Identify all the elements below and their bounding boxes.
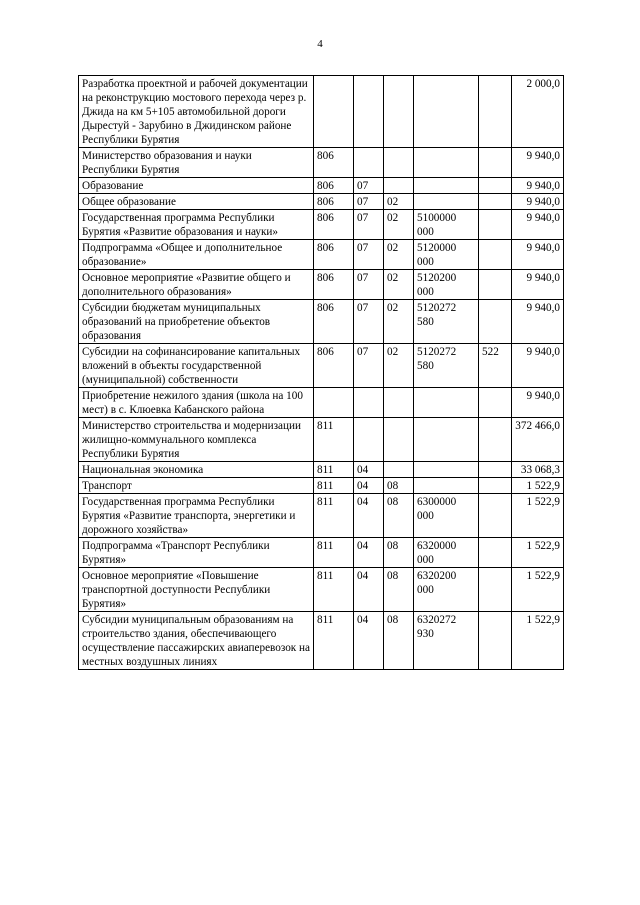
budget-table [78,75,564,670]
row-subsection-cell: 02 [384,270,414,300]
table-row [79,178,564,194]
row-expense-type-cell [479,76,512,148]
row-section-cell: 07 [354,344,384,388]
row-amount-cell: 1 522,9 [512,538,564,568]
row-expense-type-cell [479,240,512,270]
row-gr-code-cell: 806 [314,270,354,300]
row-expense-type-cell [479,300,512,344]
row-target-item-cell [414,388,479,418]
row-subsection-cell: 08 [384,494,414,538]
row-subsection-cell [384,418,414,462]
row-name-cell: Министерство строительства и модернизации жилищно-коммунального комплекса Республики Бурятия [79,418,314,462]
row-target-item-cell: 6300000 000 [414,494,479,538]
row-name-cell: Приобретение нежилого здания (школа на 100 мест) в с. Клюевка Кабанского района [79,388,314,418]
table-row [79,612,564,670]
row-name-cell: Образование [79,178,314,194]
table-row [79,210,564,240]
row-amount-cell: 1 522,9 [512,568,564,612]
row-gr-code-cell: 811 [314,462,354,478]
row-target-item-cell: 5120000 000 [414,240,479,270]
row-gr-code-cell [314,388,354,418]
table-row [79,494,564,538]
row-target-item-cell: 5120272 580 [414,300,479,344]
row-target-item-cell: 6320272 930 [414,612,479,670]
row-amount-cell: 9 940,0 [512,300,564,344]
row-section-cell [354,418,384,462]
row-target-item-cell [414,462,479,478]
row-gr-code-cell: 806 [314,344,354,388]
row-amount-cell: 9 940,0 [512,148,564,178]
row-target-item-cell: 5120272 580 [414,344,479,388]
row-section-cell: 04 [354,462,384,478]
row-amount-cell: 1 522,9 [512,494,564,538]
row-amount-cell: 9 940,0 [512,194,564,210]
row-amount-cell: 9 940,0 [512,240,564,270]
row-section-cell [354,148,384,178]
row-subsection-cell: 02 [384,300,414,344]
row-name-cell: Подпрограмма «Общее и дополнительное образование» [79,240,314,270]
row-gr-code-cell: 806 [314,240,354,270]
row-subsection-cell [384,148,414,178]
table-row [79,300,564,344]
row-expense-type-cell: 522 [479,344,512,388]
row-target-item-cell: 6320200 000 [414,568,479,612]
row-subsection-cell [384,76,414,148]
table-row [79,388,564,418]
table-row [79,538,564,568]
row-expense-type-cell [479,494,512,538]
row-subsection-cell: 08 [384,478,414,494]
row-gr-code-cell: 811 [314,418,354,462]
row-gr-code-cell: 811 [314,612,354,670]
row-gr-code-cell: 806 [314,194,354,210]
row-amount-cell: 9 940,0 [512,344,564,388]
row-expense-type-cell [479,462,512,478]
row-expense-type-cell [479,148,512,178]
table-row [79,344,564,388]
row-expense-type-cell [479,538,512,568]
row-name-cell: Транспорт [79,478,314,494]
row-subsection-cell: 08 [384,568,414,612]
row-gr-code-cell: 811 [314,478,354,494]
page-number: 4 [317,38,323,50]
row-target-item-cell [414,76,479,148]
row-expense-type-cell [479,270,512,300]
row-name-cell: Национальная экономика [79,462,314,478]
row-section-cell [354,388,384,418]
table-row [79,478,564,494]
row-expense-type-cell [479,388,512,418]
row-gr-code-cell: 806 [314,148,354,178]
row-section-cell [354,76,384,148]
row-gr-code-cell: 806 [314,210,354,240]
table-row [79,240,564,270]
row-subsection-cell [384,388,414,418]
row-target-item-cell [414,148,479,178]
row-section-cell: 07 [354,194,384,210]
row-amount-cell: 9 940,0 [512,270,564,300]
row-section-cell: 07 [354,300,384,344]
row-section-cell: 07 [354,270,384,300]
row-name-cell: Общее образование [79,194,314,210]
row-section-cell: 04 [354,494,384,538]
row-subsection-cell [384,462,414,478]
row-gr-code-cell: 806 [314,178,354,194]
row-expense-type-cell [479,194,512,210]
table-row [79,568,564,612]
row-amount-cell: 1 522,9 [512,612,564,670]
row-name-cell: Разработка проектной и рабочей документации на реконструкцию мостового перехода через р. Джида на км 5+105 автомобильной дороги Дырестуй - Зарубино в Джидинском районе Республики Бурятия [79,76,314,148]
table-row [79,148,564,178]
row-amount-cell: 9 940,0 [512,388,564,418]
table-row [79,76,564,148]
table-row [79,462,564,478]
row-subsection-cell: 08 [384,612,414,670]
row-name-cell: Субсидии муниципальным образованиям на строительство здания, обеспечивающего осуществление пассажирских авиаперевозок на местных воздушных линиях [79,612,314,670]
row-expense-type-cell [479,210,512,240]
row-expense-type-cell [479,612,512,670]
row-target-item-cell: 5100000 000 [414,210,479,240]
row-section-cell: 04 [354,538,384,568]
row-section-cell: 04 [354,568,384,612]
row-expense-type-cell [479,178,512,194]
row-target-item-cell [414,418,479,462]
row-amount-cell: 2 000,0 [512,76,564,148]
row-name-cell: Подпрограмма «Транспорт Республики Бурятия» [79,538,314,568]
row-name-cell: Министерство образования и науки Республики Бурятия [79,148,314,178]
row-subsection-cell: 08 [384,538,414,568]
row-amount-cell: 9 940,0 [512,210,564,240]
row-amount-cell: 9 940,0 [512,178,564,194]
row-target-item-cell: 5120200 000 [414,270,479,300]
row-expense-type-cell [479,568,512,612]
row-target-item-cell [414,178,479,194]
row-expense-type-cell [479,478,512,494]
row-expense-type-cell [479,418,512,462]
row-gr-code-cell: 811 [314,538,354,568]
row-section-cell: 04 [354,478,384,494]
row-subsection-cell: 02 [384,240,414,270]
row-gr-code-cell: 811 [314,568,354,612]
row-subsection-cell: 02 [384,194,414,210]
row-subsection-cell: 02 [384,210,414,240]
row-gr-code-cell [314,76,354,148]
row-section-cell: 04 [354,612,384,670]
row-subsection-cell [384,178,414,194]
row-target-item-cell: 6320000 000 [414,538,479,568]
row-section-cell: 07 [354,240,384,270]
row-name-cell: Основное мероприятие «Повышение транспортной доступности Республики Бурятия» [79,568,314,612]
row-amount-cell: 372 466,0 [512,418,564,462]
row-gr-code-cell: 806 [314,300,354,344]
row-name-cell: Государственная программа Республики Бурятия «Развитие образования и науки» [79,210,314,240]
budget-table-body [79,76,564,670]
row-section-cell: 07 [354,178,384,194]
row-name-cell: Государственная программа Республики Бурятия «Развитие транспорта, энергетики и дорожного хозяйства» [79,494,314,538]
row-gr-code-cell: 811 [314,494,354,538]
row-target-item-cell [414,478,479,494]
row-section-cell: 07 [354,210,384,240]
table-row [79,194,564,210]
row-name-cell: Основное мероприятие «Развитие общего и дополнительного образования» [79,270,314,300]
table-row [79,418,564,462]
row-name-cell: Субсидии на софинансирование капитальных вложений в объекты государственной (муниципальной) собственности [79,344,314,388]
row-subsection-cell: 02 [384,344,414,388]
row-amount-cell: 1 522,9 [512,478,564,494]
row-name-cell: Субсидии бюджетам муниципальных образований на приобретение объектов образования [79,300,314,344]
row-amount-cell: 33 068,3 [512,462,564,478]
table-row [79,270,564,300]
row-target-item-cell [414,194,479,210]
